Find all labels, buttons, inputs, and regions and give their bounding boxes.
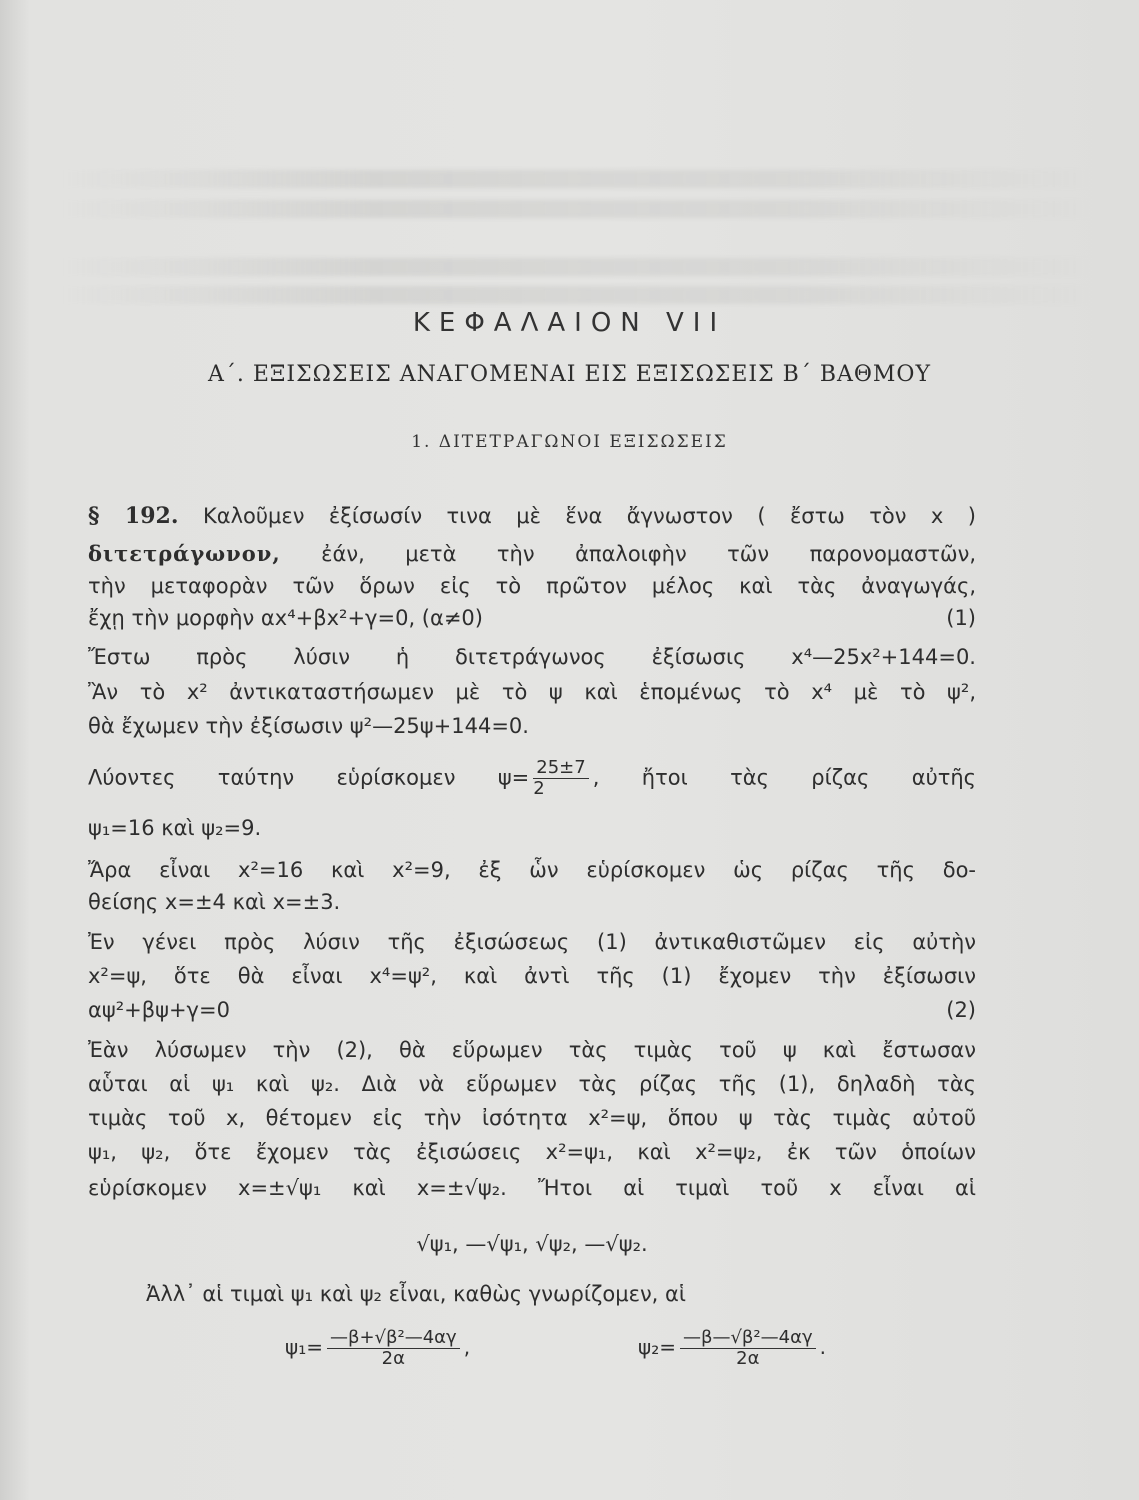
text-span: Λύοντες ταύτην εὑρίσκομεν ψ= bbox=[88, 765, 530, 790]
subsection-title: 1. ΔΙΤΕΤΡΑΓΩΝΟΙ ΕΞΙΣΩΣΕΙΣ bbox=[411, 432, 728, 452]
text-line: Ἄρα εἶναι x²=16 καὶ x²=9, ἐξ ὧν εὑρίσκομεν ὡς ρίζας τῆς δο- bbox=[88, 858, 976, 882]
text-line: Ἐὰν λύσωμεν τὴν (2), θὰ εὕρωμεν τὰς τιμὰς τοῦ ψ καὶ ἔστωσαν bbox=[88, 1038, 976, 1062]
text-line: αὗται αἱ ψ₁ καὶ ψ₂. Διὰ νὰ εὕρωμεν τὰς ρίζας τῆς (1), δηλαδὴ τὰς bbox=[88, 1072, 976, 1096]
chapter-title: ΚΕΦΑΛΑΙΟΝ VII bbox=[412, 308, 727, 338]
bold-term: διτετράγωνον, bbox=[88, 541, 281, 566]
fraction-denominator: 2 bbox=[533, 778, 545, 799]
text-line: x²=ψ, ὅτε θὰ εἶναι x⁴=ψ², καὶ ἀντὶ τῆς (1) ἔχομεν τὴν ἐξίσωσιν bbox=[88, 964, 976, 988]
formula-lhs: ψ₂= bbox=[638, 1335, 676, 1359]
fraction-numerator: —β+√β²—4αγ bbox=[327, 1328, 460, 1349]
text-line: τιμὰς τοῦ x, θέτομεν εἰς τὴν ἰσότητα x²=ψ, ὅπου ψ τὰς τιμὰς αὐτοῦ bbox=[88, 1106, 976, 1130]
formula-punct: . bbox=[819, 1335, 826, 1359]
text-line: θείσης x=±4 καὶ x=±3. bbox=[88, 890, 341, 914]
text-span: , ἤτοι τὰς ρίζας αὐτῆς bbox=[592, 765, 976, 790]
text-line: τὴν μεταφορὰν τῶν ὅρων εἰς τὸ πρῶτον μέλος καὶ τὰς ἀναγωγάς, bbox=[88, 574, 976, 598]
text-line: θὰ ἔχωμεν τὴν ἐξίσωσιν ψ²—25ψ+144=0. bbox=[88, 714, 529, 738]
text-span: ἐάν, μετὰ τὴν ἀπαλοιφὴν τῶν παρονομαστῶν, bbox=[321, 542, 976, 566]
text-line: Ἀλλ᾽ αἱ τιμαὶ ψ₁ καὶ ψ₂ εἶναι, καθὼς γνωρίζομεν, αἱ bbox=[146, 1282, 686, 1306]
text-span: ἔχῃ τὴν μορφὴν αx⁴+βx²+γ=0, (α≠0) bbox=[88, 606, 483, 630]
fraction-denominator: 2α bbox=[736, 1348, 760, 1369]
formula-lhs: ψ₁= bbox=[285, 1335, 323, 1359]
fraction-numerator: —β—√β²—4αγ bbox=[680, 1328, 816, 1349]
text-line: εὑρίσκομεν x=±√ψ₁ καὶ x=±√ψ₂. Ἤτοι αἱ τιμαὶ τοῦ x εἶναι αἱ bbox=[88, 1176, 976, 1200]
fraction bbox=[680, 1328, 816, 1369]
text-line: Ἔστω πρὸς λύσιν ἡ διτετράγωνος ἐξίσωσις x⁴—25x²+144=0. bbox=[88, 645, 976, 669]
text-line bbox=[88, 502, 976, 530]
fraction-numerator: 25±7 bbox=[533, 758, 588, 779]
text-line bbox=[88, 604, 976, 632]
paragraph-number: § 192. bbox=[88, 503, 179, 529]
text-span: αψ²+βψ+γ=0 bbox=[88, 998, 230, 1022]
fraction bbox=[327, 1328, 460, 1369]
text-line bbox=[88, 540, 976, 568]
fraction-denominator: 2α bbox=[381, 1348, 405, 1369]
section-title: Α΄. ΕΞΙΣΩΣΕΙΣ ΑΝΑΓΟΜΕΝΑΙ ΕΙΣ ΕΞΙΣΩΣΕΙΣ Β΄ ΒΑΘΜΟΥ bbox=[208, 362, 931, 387]
bleed-through-shadow bbox=[60, 170, 1099, 188]
text-line: ψ₁, ψ₂, ὅτε ἔχομεν τὰς ἐξισώσεις x²=ψ₁, καὶ x²=ψ₂, ἐκ τῶν ὁποίων bbox=[88, 1140, 976, 1164]
bleed-through-shadow bbox=[60, 200, 1099, 218]
text-span: Καλοῦμεν ἐξίσωσίν τινα μὲ ἕνα ἄγνωστον ( ἔστω τὸν x ) bbox=[202, 504, 976, 528]
equation-number: (1) bbox=[946, 606, 976, 630]
text-line: Ἂν τὸ x² ἀντικαταστήσωμεν μὲ τὸ ψ καὶ ἑπομένως τὸ x⁴ μὲ τὸ ψ², bbox=[88, 680, 976, 704]
text-line: Ἐν γένει πρὸς λύσιν τῆς ἐξισώσεως (1) ἀντικαθιστῶμεν εἰς αὐτὴν bbox=[88, 930, 976, 954]
formula-punct: , bbox=[463, 1335, 471, 1359]
equation-number: (2) bbox=[946, 998, 976, 1022]
formula-psi2 bbox=[638, 1328, 826, 1369]
text-line bbox=[88, 758, 976, 799]
roots-display: √ψ₁, —√ψ₁, √ψ₂, —√ψ₂. bbox=[416, 1232, 648, 1256]
text-line bbox=[88, 996, 976, 1024]
formula-psi1 bbox=[285, 1328, 470, 1369]
text-line: ψ₁=16 καὶ ψ₂=9. bbox=[88, 816, 262, 840]
fraction bbox=[533, 758, 588, 799]
bleed-through-shadow bbox=[60, 258, 1099, 276]
bleed-through-shadow bbox=[60, 286, 1099, 304]
